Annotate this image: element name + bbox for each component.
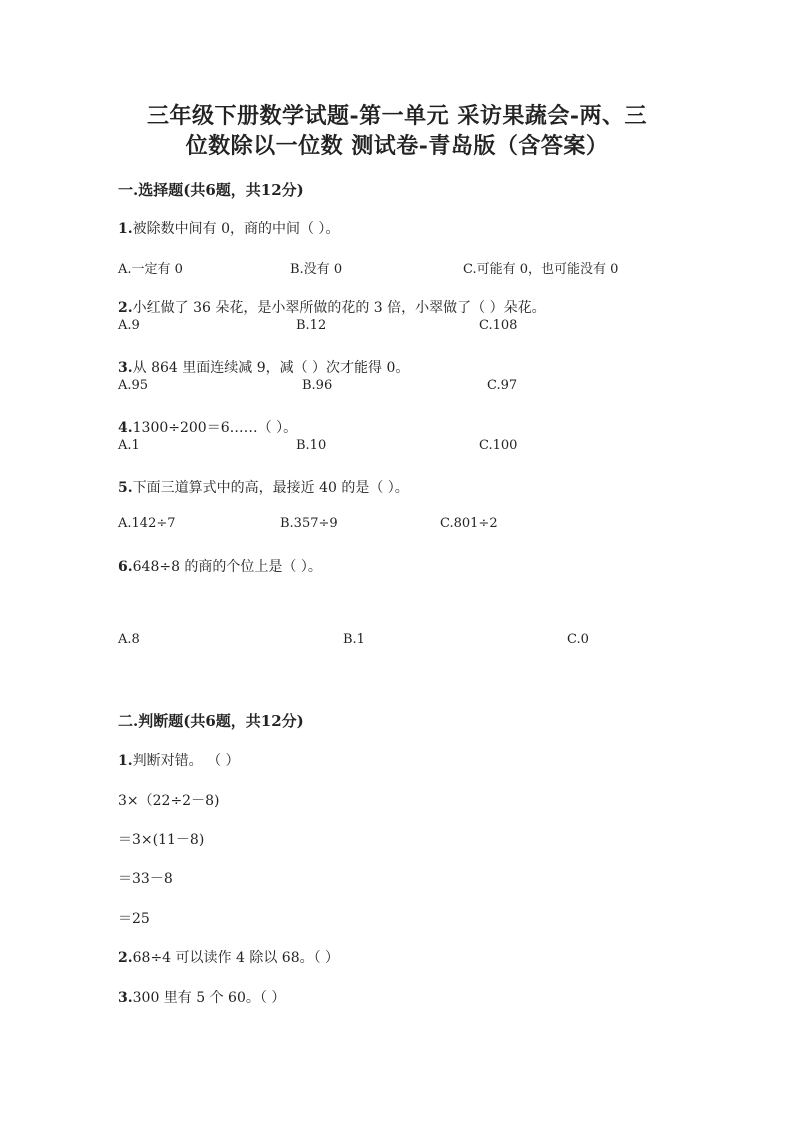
option-a: A.1 [118, 438, 140, 453]
question-text: 下面三道算式中的高，最接近 40 的是（ ）。 [132, 480, 409, 496]
section-heading-choice: 一.选择题(共6题，共12分) [118, 181, 304, 199]
question-number: 2. [118, 300, 133, 316]
question-text: 判断对错。 （ ） [132, 753, 240, 769]
question-text: 300 里有 5 个 60。（ ） [132, 990, 286, 1006]
section-heading-judgment: 二.判断题(共6题，共12分) [118, 712, 304, 730]
option-a: A.9 [118, 318, 140, 333]
question-text: 648÷8 的商的个位上是（ ）。 [132, 559, 322, 575]
question-text: 被除数中间有 0，商的中间（ ）。 [132, 221, 340, 237]
option-b: B.1 [343, 632, 365, 647]
question-number: 3. [118, 990, 133, 1006]
calculation-line: ＝25 [118, 911, 150, 927]
option-c: C.0 [567, 632, 589, 647]
calculation-line: ＝33－8 [118, 871, 173, 887]
question-number: 6. [118, 559, 133, 575]
question-number: 1. [118, 221, 133, 237]
calculation-line: 3×（22÷2－8) [118, 793, 220, 809]
document-title-line-2: 位数除以一位数 测试卷-青岛版（含答案） [185, 133, 609, 159]
judgment-question-3 [118, 987, 285, 1007]
option-b: B.12 [296, 318, 327, 333]
option-a: A.142÷7 [118, 516, 176, 531]
question-text: 从 864 里面连续减 9，减（ ）次才能得 0。 [132, 360, 410, 376]
question-text: 68÷4 可以读作 4 除以 68。（ ） [132, 950, 340, 966]
option-c: C.801÷2 [440, 516, 498, 531]
question-text: 小红做了 36 朵花，是小翠所做的花的 3 倍，小翠做了（ ）朵花。 [132, 300, 546, 316]
question-5 [118, 477, 409, 497]
option-b: B.96 [302, 378, 333, 393]
option-b: B.没有 0 [290, 262, 343, 277]
question-number: 3. [118, 360, 133, 376]
option-c: C.108 [479, 318, 518, 333]
option-b: B.357÷9 [280, 516, 338, 531]
question-2 [118, 297, 546, 317]
question-number: 1. [118, 753, 133, 769]
option-c: C.100 [479, 438, 518, 453]
question-6 [118, 556, 322, 576]
judgment-question-1 [118, 750, 240, 770]
question-number: 2. [118, 950, 133, 966]
judgment-question-2 [118, 947, 339, 967]
option-c: C.97 [487, 378, 518, 393]
option-a: A.95 [118, 378, 149, 393]
option-a: A.8 [118, 632, 140, 647]
question-text: 1300÷200＝6……（ ）。 [132, 420, 298, 436]
question-1 [118, 218, 339, 238]
option-a: A.一定有 0 [118, 262, 183, 277]
option-c: C.可能有 0，也可能没有 0 [463, 262, 619, 277]
calculation-line: ＝3×(11－8) [118, 832, 205, 848]
question-4 [118, 417, 297, 437]
option-b: B.10 [296, 438, 327, 453]
document-title-line-1: 三年级下册数学试题-第一单元 采访果蔬会-两、三 [147, 103, 647, 129]
question-number: 5. [118, 480, 133, 496]
question-number: 4. [118, 420, 133, 436]
question-3 [118, 357, 409, 377]
